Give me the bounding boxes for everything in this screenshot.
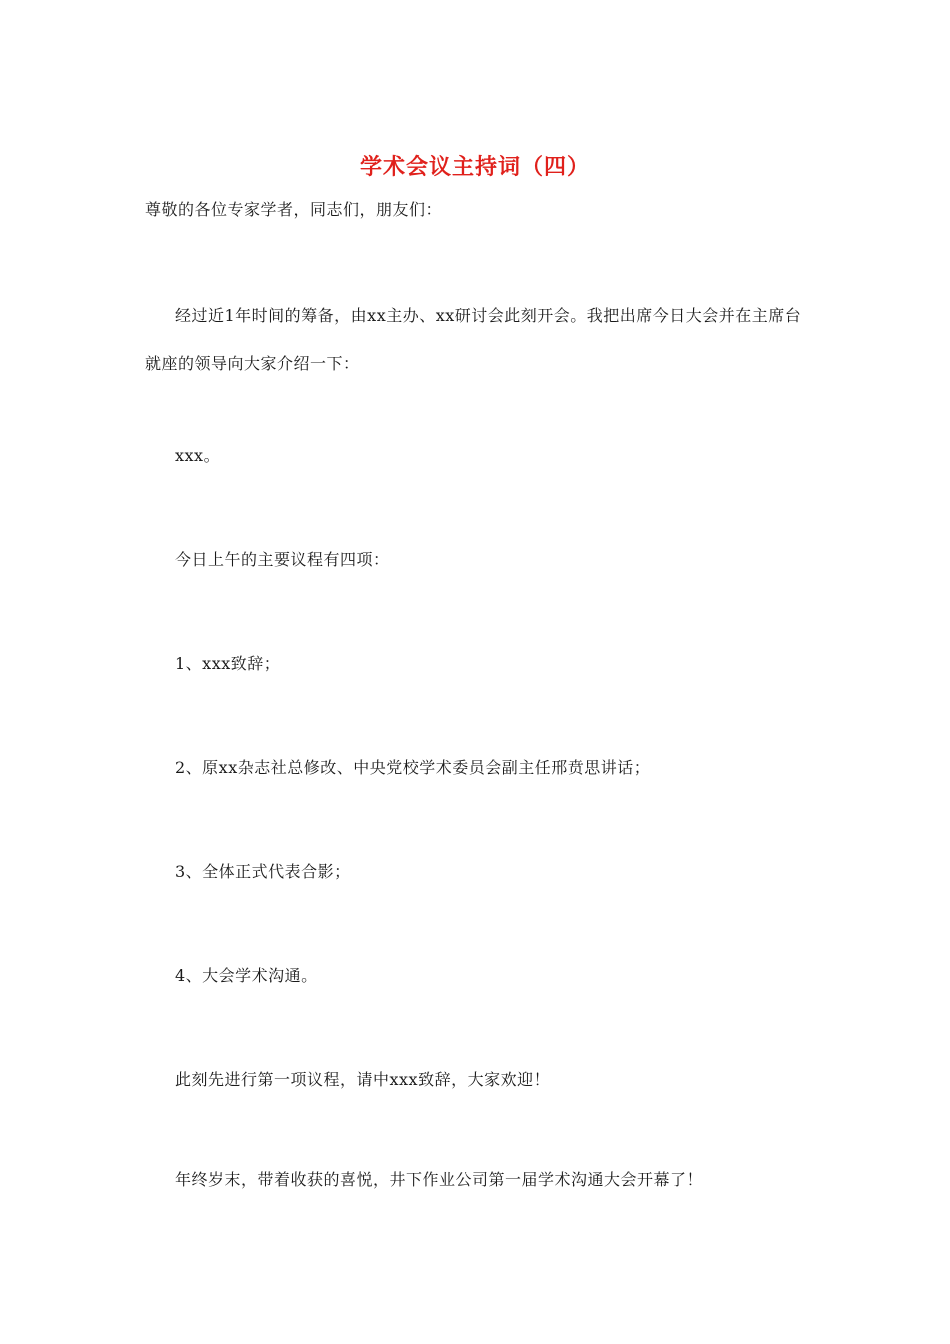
agenda-intro-paragraph: 今日上午的主要议程有四项：: [175, 550, 390, 569]
document-title: 学术会议主持词（四）: [359, 154, 590, 180]
agenda-item-2: 2、原xx杂志社总修改、中央党校学术委员会副主任邢贲思讲话；: [175, 758, 651, 777]
agenda-item-4: 4、大会学术沟通。: [175, 966, 318, 985]
agenda-item-1: 1、xxx致辞；: [175, 654, 281, 673]
names-paragraph: xxx。: [175, 446, 221, 465]
closing-paragraph: 年终岁末，带着收获的喜悦，井下作业公司第一届学术沟通大会开幕了！: [175, 1170, 704, 1189]
intro-paragraph: 经过近1年时间的筹备，由xx主办、xx研讨会此刻开会。我把出席今日大会并在主席台就座的领导向大家介绍一下：: [145, 306, 802, 373]
agenda-item-3: 3、全体正式代表合影；: [175, 862, 351, 881]
salutation-paragraph: 尊敬的各位专家学者，同志们，朋友们：: [145, 200, 443, 219]
first-item-paragraph: 此刻先进行第一项议程，请中xxx致辞，大家欢迎！: [175, 1070, 551, 1089]
